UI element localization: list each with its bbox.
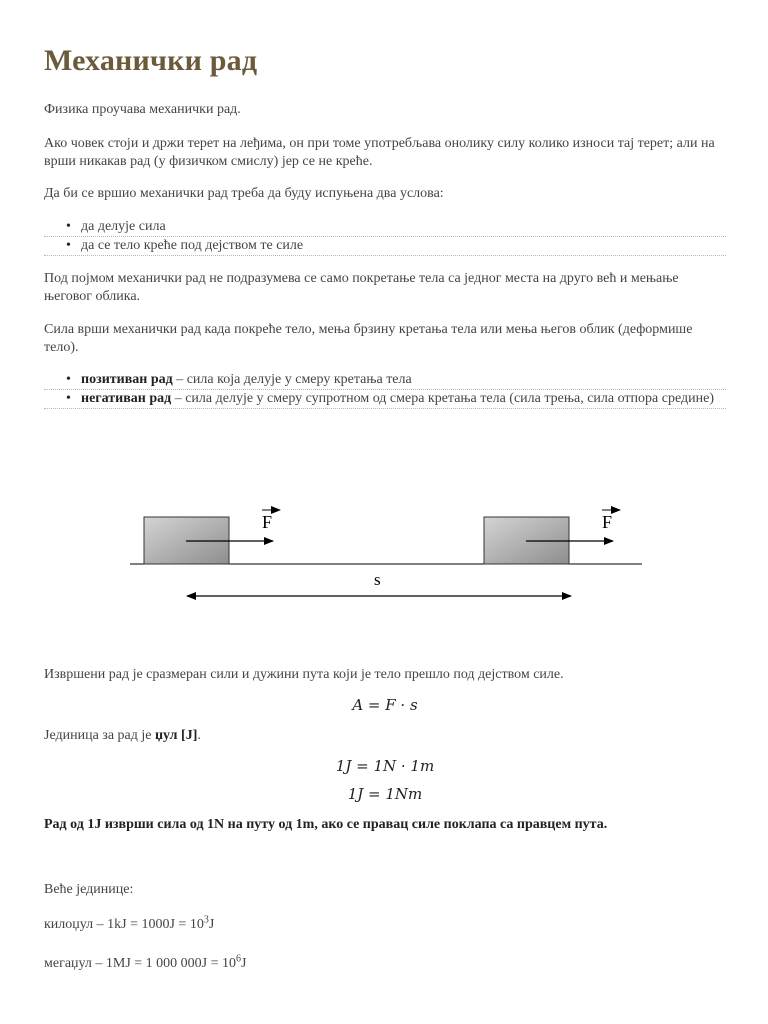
megajoule-unit: J (241, 956, 247, 971)
megajoule-exponent: 6 (236, 953, 242, 965)
page-title: Механички рад (44, 44, 258, 77)
distance-label: s (374, 570, 381, 589)
megajoule-text: мегаџул – 1MJ = 1 000 000J = 10 (44, 956, 237, 971)
conditions-list (44, 218, 726, 256)
joule-formula-1: 1J = 1N · 1m (335, 757, 435, 775)
unit-name: џул [J] (154, 728, 198, 743)
kilojoule-exponent: 3 (203, 914, 209, 926)
term: позитиван рад (81, 372, 173, 387)
definition: – сила која делује у смеру кретања тела (172, 372, 412, 387)
unit-text: Јединица за рад је (44, 728, 155, 743)
unit-period: . (197, 728, 201, 743)
proportionality-paragraph: Извршени рад је сразмеран сили и дужини пута који је тело прешло под дејством силе. (44, 667, 564, 682)
kilojoule-text: килоџул – 1kJ = 1000J = 10 (44, 917, 204, 932)
force-label-start: F (262, 512, 273, 532)
list-item (44, 371, 726, 390)
work-types-list (44, 371, 726, 409)
term: негативан рад (81, 391, 172, 406)
joule-formula-2: 1J = 1Nm (347, 785, 423, 803)
unit-paragraph (44, 727, 726, 745)
list-item: • да се тело креће под дејством те силе (44, 237, 726, 256)
force-does-work-paragraph: Сила врши механички рад када покреће тело, мења брзину кретања тела или мења његов облик (деформише тело). (44, 322, 693, 355)
definition: – сила делује у смеру супротном од смера кретања тела (сила трења, сила отпора средине) (171, 391, 714, 406)
joule-definition: Рад од 1J изврши сила од 1N на путу од 1m, ако се правац силе поклапа са правцем пута. (44, 817, 608, 832)
load-example-paragraph: Ако човек стоји и држи терет на леђима, он при томе употребљава онолику силу колико износи тај терет; али на врши никакав рад (у физичком смислу) јер се не креће. (44, 136, 715, 169)
work-formula: A = F · s (352, 696, 418, 714)
conditions-intro: Да би се вршио механички рад треба да буду испуњена два услова: (44, 186, 444, 201)
force-label-end: F (602, 512, 613, 532)
shape-change-paragraph: Под појмом механички рад не подразумева се само покретање тела са једног места на друго већ и мењање његовог облика. (44, 271, 679, 304)
kilojoule-line (44, 916, 726, 934)
megajoule-line (44, 955, 726, 973)
intro-paragraph: Физика проучава механички рад. (44, 102, 241, 117)
list-item (44, 390, 726, 409)
work-diagram (130, 500, 650, 610)
list-item: • да делује сила (44, 218, 726, 237)
kilojoule-unit: J (208, 917, 215, 932)
larger-units-heading: Веће јединице: (44, 882, 134, 897)
